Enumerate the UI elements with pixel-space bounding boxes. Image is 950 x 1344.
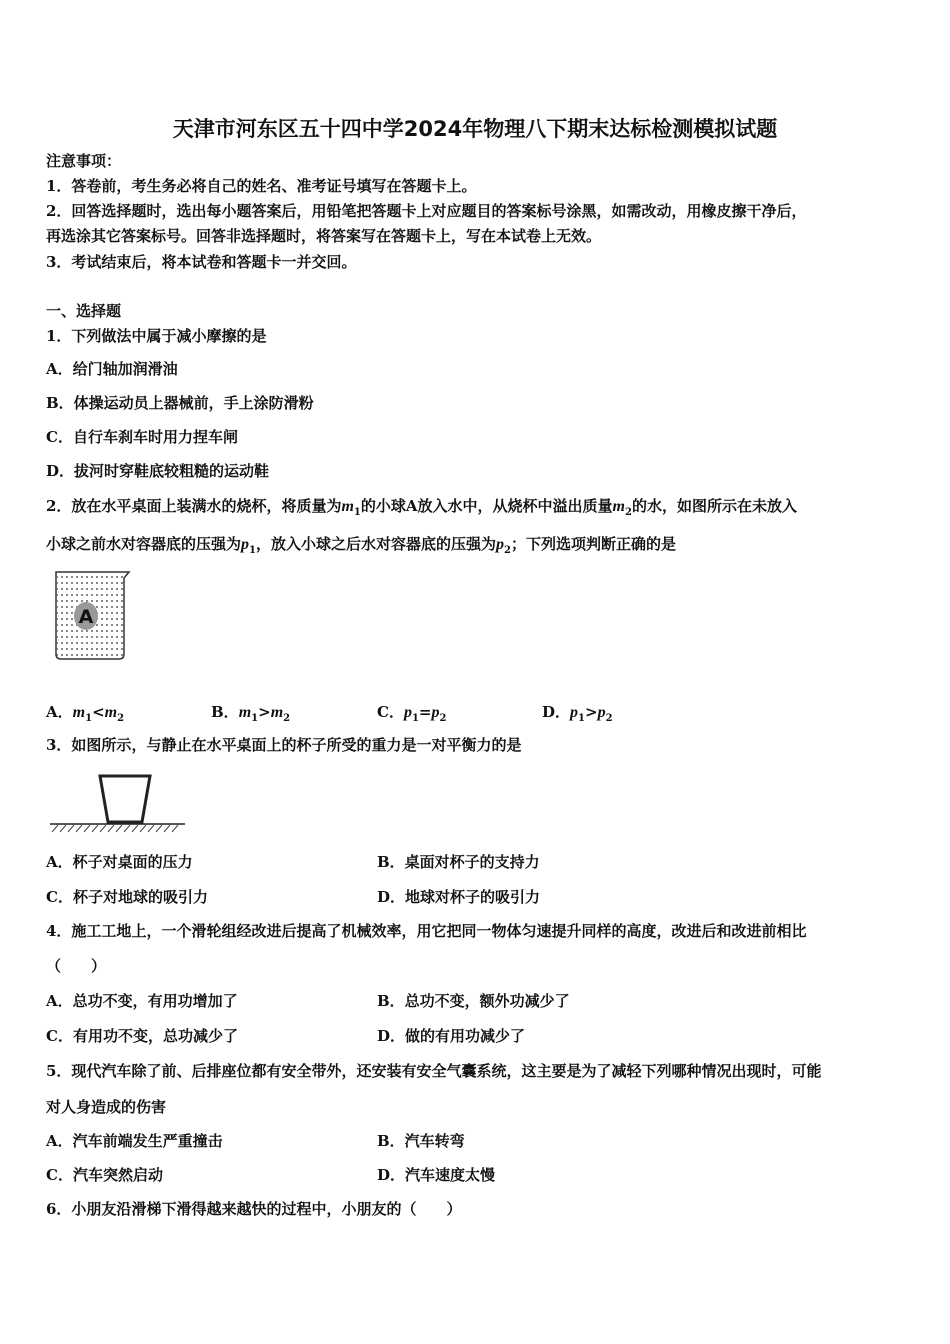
notes-heading: 注意事项：	[46, 152, 122, 170]
q4-option-d: D．做的有用功减少了	[377, 1027, 526, 1045]
q4-option-b: B．总功不变，额外功减少了	[377, 992, 570, 1010]
q5-option-c: C．汽车突然启动	[46, 1166, 163, 1184]
q2-option-a: A．$m_1<m_2$	[46, 703, 125, 724]
q5-stem-line2: 对人身造成的伤害	[46, 1098, 167, 1116]
q1-stem: 1．下列做法中属于减小摩擦的是	[46, 327, 267, 345]
cup-on-table-figure	[50, 772, 185, 834]
q3-option-d: D．地球对杯子的吸引力	[377, 888, 541, 906]
q6-stem: 6．小朋友沿滑梯下滑得越来越快的过程中，小朋友的（ ）	[46, 1200, 462, 1218]
note-item: 2．回答选择题时，选出每小题答案后，用铅笔把答题卡上对应题目的答案标号涂黑，如需改动，用橡皮擦干净后，	[46, 202, 807, 220]
q4-option-a: A．总功不变，有用功增加了	[46, 992, 238, 1010]
q2-option-c: C．$p_1=p_2$	[377, 703, 447, 724]
q1-option-a: A．给门轴加润滑油	[46, 360, 178, 378]
q4-paren: （ ）	[46, 957, 107, 975]
q2-stem-line1: 2．放在水平桌面上装满水的烧杯，将质量为$m_1$的小球A放入水中，从烧杯中溢出质量$m_2$的水，如图所示在未放入	[46, 497, 797, 518]
q3-option-b: B．桌面对杯子的支持力	[377, 853, 540, 871]
q5-option-a: A．汽车前端发生严重撞击	[46, 1132, 223, 1150]
q2-option-b: B．$m_1>m_2$	[211, 703, 291, 724]
note-item: 3．考试结束后，将本试卷和答题卡一并交回。	[46, 253, 357, 271]
note-item: 1．答卷前，考生务必将自己的姓名、准考证号填写在答题卡上。	[46, 177, 477, 195]
q3-option-c: C．杯子对地球的吸引力	[46, 888, 208, 906]
q2-option-d: D．$p_1>p_2$	[542, 703, 613, 724]
q5-option-b: B．汽车转弯	[377, 1132, 465, 1150]
section-heading: 一、选择题	[46, 302, 122, 320]
q4-stem: 4．施工工地上，一个滑轮组经改进后提高了机械效率，用它把同一物体匀速提升同样的高度，改进后和改进前相比	[46, 922, 807, 940]
q5-stem: 5．现代汽车除了前、后排座位都有安全带外，还安装有安全气囊系统，这主要是为了减轻下列哪种情况出现时，可能	[46, 1062, 822, 1080]
q3-option-a: A．杯子对桌面的压力	[46, 853, 193, 871]
q5-option-d: D．汽车速度太慢	[377, 1166, 496, 1184]
page-title: 天津市河东区五十四中学2024年物理八下期末达标检测模拟试题	[172, 117, 778, 141]
q1-option-b: B．体操运动员上器械前，手上涂防滑粉	[46, 394, 314, 412]
q3-stem: 3．如图所示，与静止在水平桌面上的杯子所受的重力是一对平衡力的是	[46, 736, 522, 754]
q2-stem-line2: 小球之前水对容器底的压强为$p_1$，放入小球之后水对容器底的压强为$p_2$；下列选项判断正确的是	[46, 535, 676, 556]
beaker-figure	[50, 568, 135, 664]
ball-label: A	[78, 606, 94, 628]
q1-option-c: C．自行车刹车时用力捏车闸	[46, 428, 238, 446]
q1-option-d: D．拔河时穿鞋底较粗糙的运动鞋	[46, 462, 270, 480]
q4-option-c: C．有用功不变，总功减少了	[46, 1027, 238, 1045]
note-item: 再选涂其它答案标号。回答非选择题时，将答案写在答题卡上，写在本试卷上无效。	[46, 227, 602, 245]
